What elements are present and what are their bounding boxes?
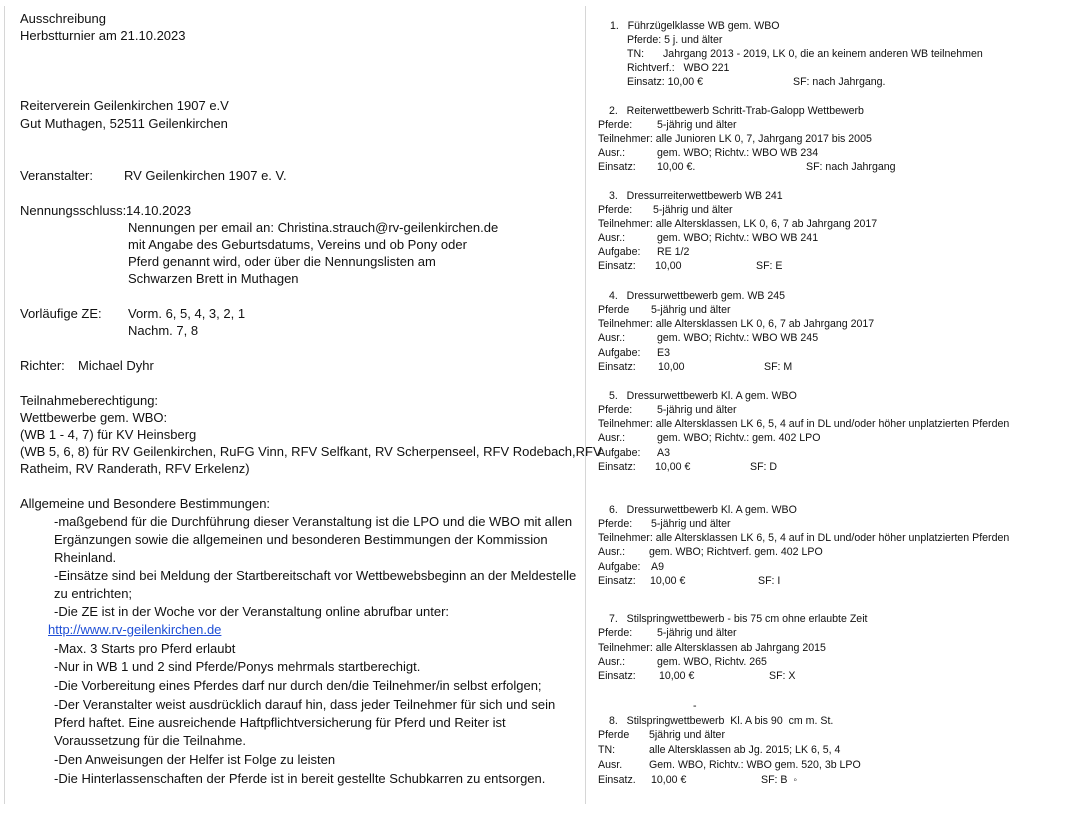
competition-3-task-label: Aufgabe: (598, 246, 641, 258)
competition-7-sf: SF: X (769, 670, 796, 682)
competition-5-participants: Teilnehmer: alle Altersklassen LK 6, 5, 4 auf in DL und/oder höher unplatzierten Pferden (598, 418, 1010, 430)
competition-6-task-label: Aufgabe: (598, 561, 641, 573)
competition-6-title: 6. Dressurwettbewerb Kl. A gem. WBO (609, 504, 797, 516)
judge-value: Michael Dyhr (78, 358, 154, 373)
competition-5-sf: SF: D (750, 461, 778, 473)
competition-1-fee: Einsatz: 10,00 € (627, 76, 703, 88)
competition-6-equipment-value: gem. WBO; Richtverf. gem. 402 LPO (649, 546, 823, 558)
rule-7-line-c: Voraussetzung für die Teilnahme. (54, 733, 246, 748)
rule-1-line-b: Ergänzungen sowie die allgemeinen und besonderen Bestimmungen der Kommission (54, 532, 548, 547)
organizer-value: RV Geilenkirchen 1907 e. V. (124, 168, 287, 183)
rule-5: -Nur in WB 1 und 2 sind Pferde/Ponys mehrmals startberechigt. (54, 659, 421, 674)
competition-7-horses-label: Pferde: (598, 627, 633, 639)
rule-2-line-a: -Einsätze sind bei Meldung der Startbereitschaft vor Wettbewebsbeginn an der Meldestelle (54, 568, 577, 583)
competition-6-sf: SF: I (758, 575, 781, 587)
eligibility-line-1: Wettbewerbe gem. WBO: (20, 410, 168, 425)
competition-4-equipment-label: Ausr.: (598, 332, 626, 344)
organizer-label: Veranstalter: (20, 168, 93, 183)
competition-8-title: 8. Stilspringwettbewerb Kl. A bis 90 cm m. St. (609, 715, 834, 727)
competition-4-fee-value: 10,00 (658, 361, 685, 373)
competition-2-sf: SF: nach Jahrgang (806, 161, 896, 173)
competition-8-sf: SF: B ◦ (761, 774, 798, 786)
deadline-value: 14.10.2023 (126, 203, 192, 218)
competition-7-fee-label: Einsatz: (598, 670, 636, 682)
left-margin-rule (4, 6, 5, 804)
competition-5-equipment-value: gem. WBO; Richtv.: gem. 402 LPO (657, 432, 821, 444)
competition-6-horses-value: 5-jährig und älter (651, 518, 731, 530)
competition-1-judging: Richtverf.: WBO 221 (627, 62, 730, 74)
competition-6-equipment-label: Ausr.: (598, 546, 626, 558)
competition-5-task-label: Aufgabe: (598, 447, 641, 459)
competition-2-fee-value: 10,00 €. (657, 161, 696, 173)
competition-3-horses-value: 5-jährig und älter (653, 204, 733, 216)
competition-3-fee-label: Einsatz: (598, 260, 636, 272)
competition-2-horses-value: 5-jährig und älter (657, 119, 737, 131)
competition-5-equipment-label: Ausr.: (598, 432, 626, 444)
competition-3-fee-value: 10,00 (655, 260, 682, 272)
eligibility-line-2: (WB 1 - 4, 7) für KV Heinsberg (20, 427, 197, 442)
column-divider (585, 6, 586, 804)
competition-2-participants: Teilnehmer: alle Junioren LK 0, 7, Jahrgang 2017 bis 2005 (598, 133, 872, 145)
schedule-afternoon: Nachm. 7, 8 (128, 323, 199, 338)
entries-line-2: mit Angabe des Geburtsdatums, Vereins und ob Pony oder (128, 237, 467, 252)
competition-4-sf: SF: M (764, 361, 793, 373)
schedule-morning: Vorm. 6, 5, 4, 3, 2, 1 (128, 306, 246, 321)
club-name: Reiterverein Geilenkirchen 1907 e.V (20, 98, 229, 113)
judge-label: Richter: (20, 358, 65, 373)
competition-5-horses-value: 5-jährig und älter (657, 404, 737, 416)
rule-8: -Den Anweisungen der Helfer ist Folge zu leisten (54, 752, 336, 767)
competition-5-task-value: A3 (657, 447, 670, 459)
competition-1-tn-label: TN: (627, 48, 645, 60)
competition-3-horses-label: Pferde: (598, 204, 633, 216)
deadline-label: Nennungsschluss: (20, 203, 127, 218)
competition-8-tn-value: alle Altersklassen ab Jg. 2015; LK 6, 5, 4 (649, 744, 841, 756)
competition-6-participants: Teilnehmer: alle Altersklassen LK 6, 5, 4 auf in DL und/oder höher unplatzierten Pferden (598, 532, 1010, 544)
competition-2-equipment-value: gem. WBO; Richtv.: WBO WB 234 (657, 147, 819, 159)
competition-7-equipment-value: gem. WBO, Richtv. 265 (657, 656, 767, 668)
competition-5-horses-label: Pferde: (598, 404, 633, 416)
competition-3-equipment-label: Ausr.: (598, 232, 626, 244)
competition-1-horses: Pferde: 5 j. und älter (627, 34, 723, 46)
competition-1-sf: SF: nach Jahrgang. (793, 76, 886, 88)
competition-2-horses-label: Pferde: (598, 119, 633, 131)
competition-4-title: 4. Dressurwettbewerb gem. WB 245 (609, 290, 786, 302)
competition-8-equipment-label: Ausr. (598, 759, 623, 771)
club-address: Gut Muthagen, 52511 Geilenkirchen (20, 116, 228, 131)
competition-3-sf: SF: E (756, 260, 783, 272)
stray-dash: - (693, 700, 697, 712)
competition-1-tn-value: Jahrgang 2013 - 2019, LK 0, die an keinem anderen WB teilnehmen (663, 48, 983, 60)
competition-5-title: 5. Dressurwettbewerb Kl. A gem. WBO (609, 390, 797, 402)
eligibility-title: Teilnahmeberechtigung: (20, 393, 159, 408)
rule-2-line-b: zu entrichten; (54, 586, 133, 601)
rule-7-line-b: Pferd haftet. Eine ausreichende Haftpflichtversicherung für Pferd und Reiter ist (54, 715, 506, 730)
entries-line-3: Pferd genannt wird, oder über die Nennungslisten am (128, 254, 436, 269)
competition-8-equipment-value: Gem. WBO, Richtv.: WBO gem. 520, 3b LPO (649, 759, 861, 771)
competition-4-fee-label: Einsatz: (598, 361, 636, 373)
rules-title: Allgemeine und Besondere Bestimmungen: (20, 496, 271, 511)
competition-2-fee-label: Einsatz: (598, 161, 636, 173)
competition-3-task-value: RE 1/2 (657, 246, 690, 258)
competition-7-title: 7. Stilspringwettbewerb - bis 75 cm ohne erlaubte Zeit (609, 613, 868, 625)
competition-7-horses-value: 5-jährig und älter (657, 627, 737, 639)
eligibility-line-3: (WB 5, 6, 8) für RV Geilenkirchen, RuFG Vinn, RFV Selfkant, RV Scherpenseel, RFV Rodebach,RFV (20, 444, 602, 459)
competition-8-fee-value: 10,00 € (651, 774, 687, 786)
competition-2-title: 2. Reiterwettbewerb Schritt-Trab-Galopp Wettbewerb (609, 105, 864, 117)
event-date: Herbstturnier am 21.10.2023 (20, 28, 186, 43)
competition-4-horses-label: Pferde (598, 304, 630, 316)
competition-7-fee-value: 10,00 € (659, 670, 695, 682)
competition-8-horses-label: Pferde (598, 729, 630, 741)
competition-8-tn-label: TN: (598, 744, 616, 756)
website-link[interactable]: http://www.rv-geilenkirchen.de (48, 622, 222, 637)
rule-4: -Max. 3 Starts pro Pferd erlaubt (54, 641, 236, 656)
rule-9: -Die Hinterlassenschaften der Pferde ist in bereit gestellte Schubkarren zu entsorgen. (54, 771, 546, 786)
competition-6-fee-label: Einsatz: (598, 575, 636, 587)
competition-4-task-value: E3 (657, 347, 670, 359)
competition-6-fee-value: 10,00 € (650, 575, 686, 587)
competition-4-participants: Teilnehmer: alle Altersklassen LK 0, 6, 7 ab Jahrgang 2017 (598, 318, 875, 330)
eligibility-line-4: Ratheim, RV Randerath, RFV Erkelenz) (20, 461, 250, 476)
competition-7-participants: Teilnehmer: alle Altersklassen ab Jahrgang 2015 (598, 642, 826, 654)
schedule-label: Vorläufige ZE: (20, 306, 102, 321)
competition-2-equipment-label: Ausr.: (598, 147, 626, 159)
competition-1-title: 1. Führzügelklasse WB gem. WBO (610, 20, 780, 32)
competition-4-task-label: Aufgabe: (598, 347, 641, 359)
rule-1-line-a: -maßgebend für die Durchführung dieser Veranstaltung ist die LPO und die WBO mit allen (54, 514, 573, 529)
competition-3-participants: Teilnehmer: alle Altersklassen, LK 0, 6, 7 ab Jahrgang 2017 (598, 218, 878, 230)
entries-line-1: Nennungen per email an: Christina.strauch@rv-geilenkirchen.de (128, 220, 499, 235)
competition-4-horses-value: 5-jährig und älter (651, 304, 731, 316)
competition-5-fee-label: Einsatz: (598, 461, 636, 473)
rule-1-line-c: Rheinland. (54, 550, 117, 565)
competition-3-equipment-value: gem. WBO; Richtv.: WBO WB 241 (657, 232, 819, 244)
doc-title: Ausschreibung (20, 11, 106, 26)
rule-3: -Die ZE ist in der Woche vor der Veranstaltung online abrufbar unter: (54, 604, 450, 619)
rule-7-line-a: -Der Veranstalter weist ausdrücklich darauf hin, dass jeder Teilnehmer für sich und sein (54, 697, 556, 712)
entries-line-4: Schwarzen Brett in Muthagen (128, 271, 299, 286)
competition-3-title: 3. Dressurreiterwettbewerb WB 241 (609, 190, 783, 202)
competition-6-task-value: A9 (651, 561, 664, 573)
competition-7-equipment-label: Ausr.: (598, 656, 626, 668)
rule-6: -Die Vorbereitung eines Pferdes darf nur durch den/die Teilnehmer/in selbst erfolgen; (54, 678, 542, 693)
competition-5-fee-value: 10,00 € (655, 461, 691, 473)
competition-4-equipment-value: gem. WBO; Richtv.: WBO WB 245 (657, 332, 819, 344)
competition-8-fee-label: Einsatz. (598, 774, 636, 786)
competition-6-horses-label: Pferde: (598, 518, 633, 530)
competition-8-horses-value: 5jährig und älter (649, 729, 725, 741)
